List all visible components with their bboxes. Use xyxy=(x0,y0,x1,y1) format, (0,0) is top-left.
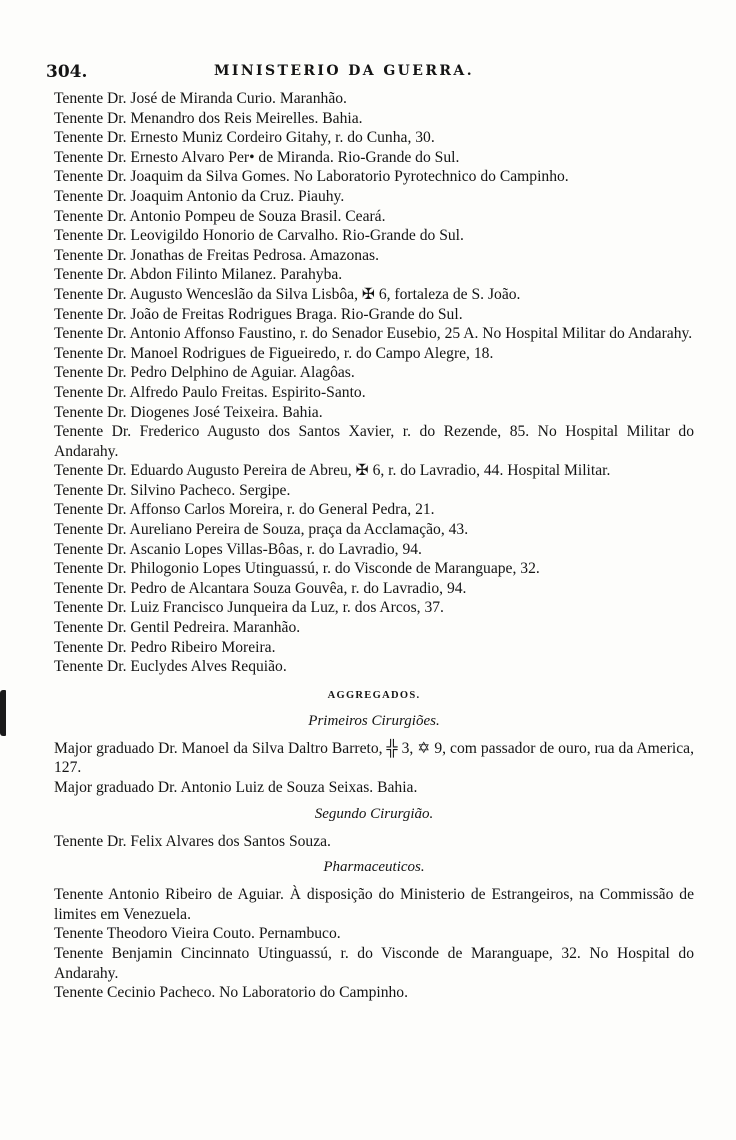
list-item: Tenente Dr. Gentil Pedreira. Maranhão. xyxy=(54,619,301,637)
subsection-title-segundo: Segundo Cirurgião. xyxy=(314,805,434,822)
list-item: Tenente Dr. Frederico Augusto dos Santos Xavier, r. do Rezende, 85. No Hospital Militar do Andarahy. xyxy=(54,423,694,460)
list-item: Tenente Dr. Ascanio Lopes Villas-Bôas, r. do Lavradio, 94. xyxy=(54,540,422,558)
list-item: Tenente Dr. Abdon Filinto Milanez. Parahyba. xyxy=(54,266,343,284)
list-item: Tenente Dr. Euclydes Alves Requião. xyxy=(54,658,287,676)
running-title: MINISTERIO DA GUERRA. xyxy=(214,63,474,79)
list-item: Tenente Dr. Joaquim Antonio da Cruz. Piauhy. xyxy=(54,187,345,205)
primeiros-list xyxy=(54,739,694,798)
list-item: Tenente Dr. Felix Alvares dos Santos Souza. xyxy=(54,832,331,850)
list-item: Tenente Dr. Ernesto Alvaro Per• de Miranda. Rio-Grande do Sul. xyxy=(54,148,460,166)
page-number: 304. xyxy=(46,62,88,82)
list-item: Tenente Dr. Luiz Francisco Junqueira da Luz, r. dos Arcos, 37. xyxy=(54,599,444,617)
list-item: Tenente Dr. Philogonio Lopes Utinguassú, r. do Visconde de Maranguape, 32. xyxy=(54,560,540,578)
tenentes-list xyxy=(54,89,694,677)
list-item: Major graduado Dr. Manoel da Silva Daltro Barreto, ╬ 3, ✡ 9, com passador de ouro, rua da America, 127. xyxy=(54,739,694,777)
list-item: Tenente Dr. Diogenes José Teixeira. Bahia. xyxy=(54,403,323,421)
list-item: Tenente Dr. Eduardo Augusto Pereira de Abreu, ✠ 6, r. do Lavradio, 44. Hospital Militar. xyxy=(54,462,611,480)
list-item: Tenente Dr. João de Freitas Rodrigues Braga. Rio-Grande do Sul. xyxy=(54,305,463,323)
list-item: Tenente Dr. Pedro Ribeiro Moreira. xyxy=(54,638,276,656)
segundo-list xyxy=(54,832,694,852)
list-item: Tenente Dr. José de Miranda Curio. Maranhão. xyxy=(54,90,347,107)
list-item: Tenente Dr. Ernesto Muniz Cordeiro Gitahy, r. do Cunha, 30. xyxy=(54,129,435,147)
list-item: Tenente Antonio Ribeiro de Aguiar. À disposição do Ministerio de Estrangeiros, na Commissão de limites em Venezuela. xyxy=(54,886,694,923)
list-item: Tenente Dr. Pedro Delphino de Aguiar. Alagôas. xyxy=(54,364,355,382)
list-item: Tenente Theodoro Vieira Couto. Pernambuco. xyxy=(54,925,341,943)
list-item: Tenente Dr. Antonio Affonso Faustino, r. do Senador Eusebio, 25 A. No Hospital Militar do Andarahy. xyxy=(54,325,693,343)
pharma-list xyxy=(54,885,694,1003)
list-item: Tenente Dr. Alfredo Paulo Freitas. Espirito-Santo. xyxy=(54,383,366,401)
list-item: Tenente Dr. Leovigildo Honorio de Carvalho. Rio-Grande do Sul. xyxy=(54,227,464,245)
subsection-title-primeiros: Primeiros Cirurgiões. xyxy=(308,712,440,729)
list-item: Tenente Dr. Aureliano Pereira de Souza, praça da Acclamação, 43. xyxy=(54,521,469,539)
list-item: Tenente Dr. Antonio Pompeu de Souza Brasil. Ceará. xyxy=(54,207,386,225)
list-item: Tenente Dr. Pedro de Alcantara Souza Gouvêa, r. do Lavradio, 94. xyxy=(54,579,467,597)
page-body xyxy=(54,89,694,1003)
list-item: Tenente Benjamin Cincinnato Utinguassú, r. do Visconde de Maranguape, 32. No Hospital do Andarahy. xyxy=(54,944,694,982)
list-item: Tenente Dr. Affonso Carlos Moreira, r. do General Pedra, 21. xyxy=(54,501,435,519)
list-item: Tenente Dr. Joaquim da Silva Gomes. No Laboratorio Pyrotechnico do Campinho. xyxy=(54,168,569,186)
page-header xyxy=(46,62,696,84)
list-item: Tenente Dr. Augusto Wenceslão da Silva Lisbôa, ✠ 6, fortaleza de S. João. xyxy=(54,285,521,303)
list-item: Tenente Dr. Menandro dos Reis Meirelles. Bahia. xyxy=(54,109,363,127)
subsection-title-pharma: Pharmaceuticos. xyxy=(323,859,425,876)
section-title-aggregados: AGGREGADOS. xyxy=(327,689,421,701)
list-item: Tenente Dr. Manoel Rodrigues de Figueiredo, r. do Campo Alegre, 18. xyxy=(54,344,494,362)
scan-edge-mark xyxy=(0,690,6,736)
list-item: Tenente Dr. Silvino Pacheco. Sergipe. xyxy=(54,481,291,499)
list-item: Tenente Cecinio Pacheco. No Laboratorio do Campinho. xyxy=(54,984,408,1002)
list-item: Major graduado Dr. Antonio Luiz de Souza Seixas. Bahia. xyxy=(54,779,418,796)
list-item: Tenente Dr. Jonathas de Freitas Pedrosa. Amazonas. xyxy=(54,246,379,264)
